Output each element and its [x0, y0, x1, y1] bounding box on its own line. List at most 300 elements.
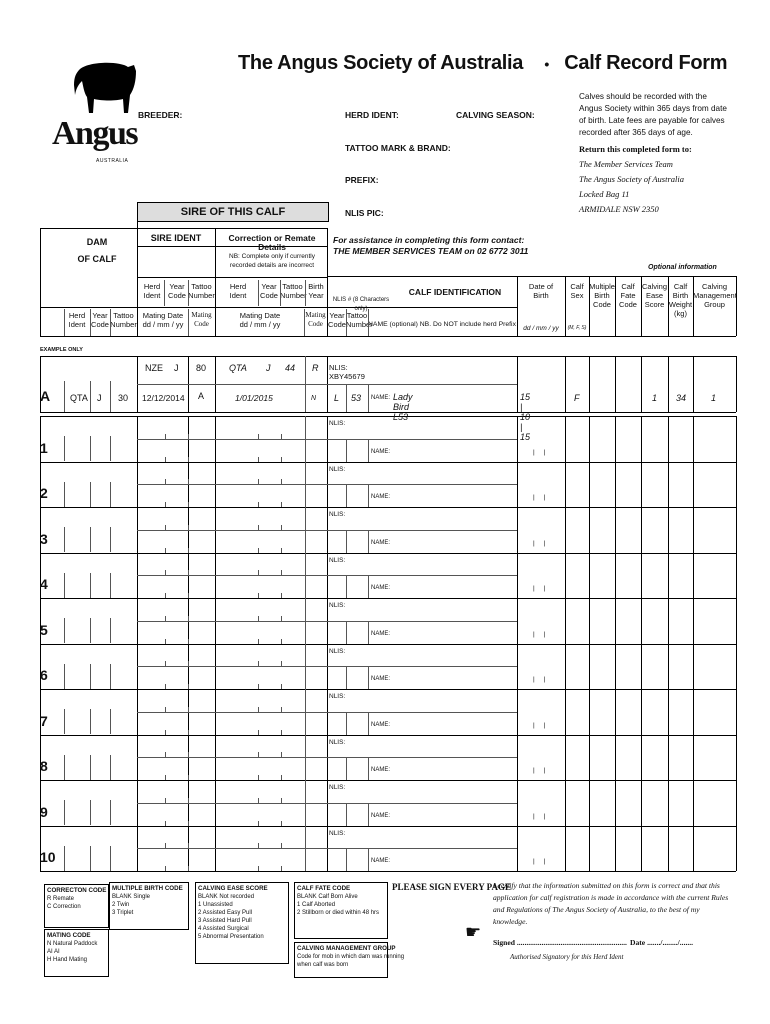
cell-divider	[668, 507, 669, 553]
cell-divider	[346, 712, 347, 735]
cell-divider	[346, 757, 347, 780]
ex-cor-mcode: N	[311, 395, 317, 402]
legend-item: BLANK Single	[112, 894, 151, 900]
legend-title: CALVING EASE SCORE	[198, 885, 268, 892]
cell-divider	[346, 621, 347, 644]
cell-divider	[517, 462, 518, 508]
col-sex	[565, 282, 589, 300]
h: Code	[260, 291, 278, 300]
cell-divider	[736, 416, 737, 462]
h: dd / mm / yy	[239, 320, 281, 329]
col-group	[693, 282, 736, 309]
cell-divider	[517, 416, 518, 462]
col-year	[90, 311, 110, 329]
h: Mating Date	[239, 311, 281, 320]
cell-divider	[517, 780, 518, 826]
tick-mark	[258, 479, 259, 484]
tick-mark	[281, 843, 282, 848]
col-ease	[641, 282, 668, 309]
col-name: NAME (optional) NB. Do NOT include herd Prefix	[368, 321, 516, 328]
col-tattoo	[280, 282, 305, 300]
cell-divider	[64, 664, 65, 689]
cell-divider	[736, 826, 737, 872]
h: Tattoo	[191, 282, 212, 291]
tick-mark	[281, 525, 282, 530]
h: Tattoo	[113, 311, 134, 320]
ex-dam-year: J	[97, 393, 102, 403]
cell-divider	[327, 530, 517, 531]
row-number: 7	[40, 712, 48, 729]
cell-divider	[327, 384, 517, 385]
cell-divider	[346, 803, 347, 826]
legend-title: MATING CODE	[47, 932, 91, 939]
col-year	[258, 282, 280, 300]
cell-divider	[589, 644, 590, 690]
cell-divider	[668, 689, 669, 735]
name-label: NAME:	[371, 585, 391, 591]
cell-divider	[693, 780, 694, 826]
ex-dam-herd: QTA	[70, 393, 88, 403]
cell-divider	[90, 618, 91, 643]
multiple-legend-text	[112, 885, 183, 917]
tick-mark	[258, 798, 259, 803]
h: Birth	[672, 291, 689, 300]
row-border	[40, 462, 736, 463]
cell-divider	[589, 735, 590, 781]
legend-item: 2 Assisted Easy Pull	[198, 910, 253, 916]
return-address	[579, 142, 739, 217]
name-label: NAME:	[371, 812, 391, 819]
h: Score	[644, 300, 665, 309]
tick-mark	[281, 798, 282, 803]
ex-calf-tattoo: 53	[351, 393, 362, 403]
col-herd	[140, 282, 164, 300]
cell-divider	[517, 598, 518, 644]
legend-title: CORRECTON CODE	[47, 887, 107, 894]
h: Fate	[620, 291, 636, 300]
h: Herd	[229, 282, 247, 291]
cell-divider	[641, 553, 642, 599]
cell-divider	[736, 780, 737, 826]
certification-text: I certify that the information submitted on this form is correct and that this application for calf registration is made in accordance with the current Rules and Regulations of The Angus Society of Australia, to the best of my knowledge.	[493, 881, 729, 926]
tick-mark	[188, 752, 189, 757]
row-border	[40, 780, 736, 781]
col-tattoo	[346, 311, 373, 329]
cell-divider	[90, 482, 91, 507]
cell-divider	[589, 598, 590, 644]
h: Calving	[641, 282, 667, 291]
h: Ident	[68, 320, 86, 329]
tick-mark	[188, 570, 189, 575]
address-line: The Member Services Team	[579, 159, 673, 169]
fate-legend-text	[297, 885, 379, 917]
row-number: 8	[40, 758, 48, 774]
row-number: 9	[40, 803, 48, 820]
cell-divider	[589, 826, 590, 872]
cell-divider	[327, 621, 517, 622]
col-year	[327, 311, 347, 329]
cell-divider	[641, 462, 642, 508]
example-only-label: EXAMPLE ONLY	[40, 347, 83, 353]
title-text: The Angus Society of Australia	[238, 52, 524, 74]
row-number: 2	[40, 485, 48, 501]
cell-divider	[565, 735, 566, 781]
cell-divider	[565, 689, 566, 735]
subtitle-text: Calf Record Form	[564, 52, 728, 74]
cell-divider	[517, 644, 518, 690]
row-border	[40, 416, 736, 417]
col-weight	[668, 282, 693, 318]
cell-divider	[327, 803, 517, 804]
row-number: 4	[40, 576, 48, 592]
cell-divider	[368, 803, 369, 826]
col-birth-year	[305, 282, 327, 300]
signed-line[interactable]: Signed ..........................................................	[493, 938, 627, 947]
date-line[interactable]: Date ......./......../.......	[630, 938, 694, 947]
cell-divider	[64, 755, 65, 780]
legend-item: 3 Assisted Hard Pull	[198, 918, 252, 924]
cell-divider	[615, 689, 616, 735]
legend-item: AI AI	[47, 949, 60, 955]
nb-text: NB: Complete only if currently	[229, 253, 315, 260]
ex-group: 1	[711, 393, 717, 403]
cell-divider	[736, 644, 737, 690]
tick-mark	[188, 479, 189, 484]
cell-divider	[137, 666, 327, 667]
page-title	[238, 52, 727, 75]
h: Herd	[143, 282, 161, 291]
cell-divider	[64, 527, 65, 552]
tick-mark	[281, 479, 282, 484]
h: Year	[329, 311, 345, 320]
h: Number	[188, 291, 215, 300]
h: Management	[693, 291, 737, 300]
cell-divider	[668, 735, 669, 781]
name-label: NAME:	[371, 630, 391, 637]
cell-divider	[693, 356, 694, 412]
h: Ident	[229, 291, 247, 300]
tick-mark	[281, 616, 282, 621]
tick-mark	[165, 434, 166, 439]
cell-divider	[90, 800, 91, 825]
cell-divider	[137, 803, 327, 804]
tick-mark	[188, 843, 189, 848]
cell-divider	[110, 664, 111, 689]
cell-divider	[368, 484, 369, 507]
tick-mark	[258, 525, 259, 530]
cell-divider	[90, 664, 91, 689]
optional-info-label: Optional information	[648, 264, 717, 271]
cell-divider	[346, 484, 347, 507]
col-tattoo	[188, 282, 215, 300]
row-border	[40, 412, 736, 413]
cell-divider	[64, 846, 65, 871]
tick-mark	[258, 707, 259, 712]
cell-divider	[327, 712, 517, 713]
cell-divider	[368, 575, 369, 598]
cell-divider	[565, 507, 566, 553]
tick-mark	[188, 434, 189, 439]
cell-divider	[64, 381, 65, 412]
legend-item: R Remate	[47, 896, 75, 902]
h: Mating	[305, 311, 326, 319]
dob-format: dd / mm / yy	[523, 325, 559, 332]
h: Code	[91, 320, 109, 329]
cell-divider	[368, 757, 369, 780]
tick-mark	[281, 752, 282, 757]
title-bullet: •	[544, 56, 549, 72]
legend-item: BLANK Calf Born Alive	[297, 894, 358, 900]
ex-calf-year: L	[334, 393, 340, 403]
tick-mark	[165, 661, 166, 666]
cell-divider	[565, 553, 566, 599]
cell-divider	[90, 709, 91, 734]
cell-divider	[641, 356, 642, 412]
col-mating-date	[216, 311, 304, 329]
ex-name-label: NAME:	[371, 395, 391, 401]
cell-divider	[615, 462, 616, 508]
cell-divider	[346, 384, 347, 412]
cell-divider	[517, 356, 518, 412]
legend-item: H Hand Mating	[47, 957, 88, 963]
tick-mark	[281, 434, 282, 439]
legend-item: 2 Stillborn or died within 48 hrs	[297, 910, 380, 916]
correction-header: Correction or Remate Details	[228, 233, 316, 252]
h: Calving	[701, 282, 727, 291]
cell-divider	[641, 598, 642, 644]
h: Code	[308, 320, 323, 328]
h: Birth	[594, 291, 610, 300]
tattoo-mark-label: TATTOO MARK & BRAND:	[345, 143, 451, 153]
cell-divider	[90, 381, 91, 412]
ex-cor-code: R	[312, 363, 319, 373]
ex-mating-date: 12/12/2014	[142, 393, 185, 403]
dob-separator: | |	[533, 630, 546, 638]
nlis-chars: NLIS # (8 Characters only)	[332, 297, 390, 312]
cell-divider	[736, 356, 737, 412]
cell-divider	[517, 507, 518, 553]
legend-item: 3 Triplet	[112, 910, 134, 916]
tick-mark	[258, 616, 259, 621]
name-label: NAME:	[371, 448, 391, 455]
cell-divider	[736, 735, 737, 781]
cell-divider	[137, 848, 327, 849]
row-number: 10	[40, 849, 56, 865]
tick-mark	[188, 798, 189, 803]
h: Tattoo	[282, 282, 303, 291]
col-herd	[64, 311, 90, 329]
cell-divider	[90, 846, 91, 871]
legend-title: CALVING MANAGEMENT GROUP	[297, 945, 396, 952]
prefix-label: PREFIX:	[345, 175, 379, 185]
legend-item: 2 Twin	[112, 902, 130, 908]
cell-divider	[668, 644, 669, 690]
tick-mark	[165, 752, 166, 757]
cell-divider	[327, 575, 517, 576]
ex-cor-year: J	[266, 363, 271, 373]
legend-item: C Correction	[47, 904, 81, 910]
row-number: 6	[40, 667, 48, 683]
tick-mark	[258, 661, 259, 666]
please-sign: PLEASE SIGN EVERY PAGE	[392, 882, 511, 892]
sire-ident-header: SIRE IDENT	[150, 233, 202, 243]
cell-divider	[693, 553, 694, 599]
cell-divider	[64, 482, 65, 507]
name-label: NAME:	[371, 539, 391, 546]
cell-divider	[565, 826, 566, 872]
h: Birth	[308, 282, 324, 291]
ex-dam-tattoo: 30	[118, 393, 129, 403]
cell-divider	[693, 598, 694, 644]
cell-divider	[668, 826, 669, 872]
dob-separator: | |	[533, 858, 546, 865]
tick-mark	[281, 661, 282, 666]
nlis-label: NLIS:	[329, 420, 346, 427]
cell-divider	[327, 439, 517, 440]
correction-legend-text	[47, 887, 106, 911]
dob-separator: | |	[533, 767, 546, 774]
herd-ident-label: HERD IDENT:	[345, 110, 399, 120]
row-label: A	[40, 388, 51, 404]
h: Mating	[191, 311, 212, 319]
col-mating-code	[188, 311, 215, 329]
h: Code	[168, 291, 186, 300]
col-dob	[517, 282, 565, 300]
row-border	[40, 689, 736, 690]
nb-text: recorded details are incorrect	[229, 262, 315, 269]
cell-divider	[90, 755, 91, 780]
nb-note	[217, 252, 327, 270]
h: Ident	[143, 291, 161, 300]
dob-separator: | |	[533, 812, 546, 820]
mating-legend-text	[47, 932, 97, 964]
breeder-label: BREEDER:	[138, 110, 183, 120]
legend-item: N Natural Paddock	[47, 941, 98, 947]
name-label: NAME:	[371, 721, 391, 728]
tick-mark	[165, 570, 166, 575]
h: Calf	[673, 282, 688, 291]
cell-divider	[137, 384, 327, 385]
tick-mark	[165, 707, 166, 712]
name-label: NAME:	[371, 858, 391, 864]
h: Weight	[668, 300, 693, 309]
h: Multiple	[589, 282, 615, 291]
dob-separator: | |	[533, 539, 546, 547]
h: Group	[704, 300, 725, 309]
cell-divider	[565, 598, 566, 644]
dob-separator: | |	[533, 585, 546, 592]
cell-divider	[64, 618, 65, 643]
dob-separator: | |	[533, 448, 546, 456]
cell-divider	[110, 381, 111, 412]
legend-item: when calf was born	[297, 962, 349, 968]
cell-divider	[668, 598, 669, 644]
cell-divider	[137, 712, 327, 713]
logo-text: Angus	[52, 115, 138, 152]
pointing-hand-icon: ☛	[465, 922, 482, 942]
logo-sub: AUSTRALIA	[96, 158, 129, 164]
col-herd	[220, 282, 256, 300]
tick-mark	[188, 525, 189, 530]
cell-divider	[565, 780, 566, 826]
cell-divider	[641, 507, 642, 553]
ex-mating-code: A	[198, 391, 205, 401]
tick-mark	[188, 707, 189, 712]
h: Year	[169, 282, 185, 291]
cell-divider	[137, 621, 327, 622]
nlis-label: NLIS:	[329, 602, 346, 609]
cell-divider	[615, 553, 616, 599]
cell-divider	[110, 527, 111, 552]
cell-divider	[736, 598, 737, 644]
tick-mark	[258, 866, 259, 871]
ex-weight: 34	[676, 393, 687, 403]
h: Year	[308, 291, 324, 300]
cell-divider	[565, 356, 566, 412]
cell-divider	[641, 826, 642, 872]
legend-item: 4 Assisted Surgical	[198, 926, 249, 932]
h: Number	[280, 291, 307, 300]
nlis-pic-label: NLIS PIC:	[345, 208, 384, 218]
cell-divider	[327, 757, 517, 758]
cell-divider	[668, 356, 669, 412]
cell-divider	[693, 644, 694, 690]
cell-divider	[517, 689, 518, 735]
cell-divider	[368, 848, 369, 871]
tick-mark	[281, 707, 282, 712]
cell-divider	[589, 553, 590, 599]
cell-divider	[64, 573, 65, 598]
col-fate	[615, 282, 641, 309]
legend-item: 1 Calf Aborted	[297, 902, 336, 908]
cell-divider	[110, 618, 111, 643]
legend-item: BLANK Not recorded	[198, 894, 255, 900]
cell-divider	[368, 530, 369, 553]
cell-divider	[64, 436, 65, 461]
nlis-label: NLIS:	[329, 511, 346, 518]
h: Tattoo	[346, 311, 368, 320]
cell-divider	[668, 553, 669, 599]
ease-legend-text	[198, 885, 268, 941]
col-multiple	[589, 282, 615, 309]
legend-title: CALF FATE CODE	[297, 885, 351, 892]
cell-divider	[565, 416, 566, 462]
h: Herd	[68, 311, 86, 320]
nlis-label: NLIS:	[329, 465, 346, 473]
ex-sex: F	[574, 393, 580, 403]
col-mating-code	[304, 311, 327, 329]
dam-text: OF CALF	[77, 254, 117, 264]
cell-divider	[736, 553, 737, 599]
cell-divider	[589, 507, 590, 553]
cell-divider	[641, 416, 642, 462]
cell-divider	[589, 780, 590, 826]
ex-ease: 1	[652, 393, 658, 403]
cell-divider	[346, 666, 347, 689]
cell-divider	[589, 416, 590, 462]
row-border	[40, 826, 736, 827]
cell-divider	[693, 507, 694, 553]
cell-divider	[668, 780, 669, 826]
row-border	[40, 598, 736, 599]
cell-divider	[110, 800, 111, 825]
row-number: 1	[40, 439, 48, 456]
cell-divider	[517, 735, 518, 781]
cell-divider	[736, 689, 737, 735]
cell-divider	[368, 621, 369, 644]
tick-mark	[188, 616, 189, 621]
return-head: Return this completed form to:	[579, 144, 692, 154]
